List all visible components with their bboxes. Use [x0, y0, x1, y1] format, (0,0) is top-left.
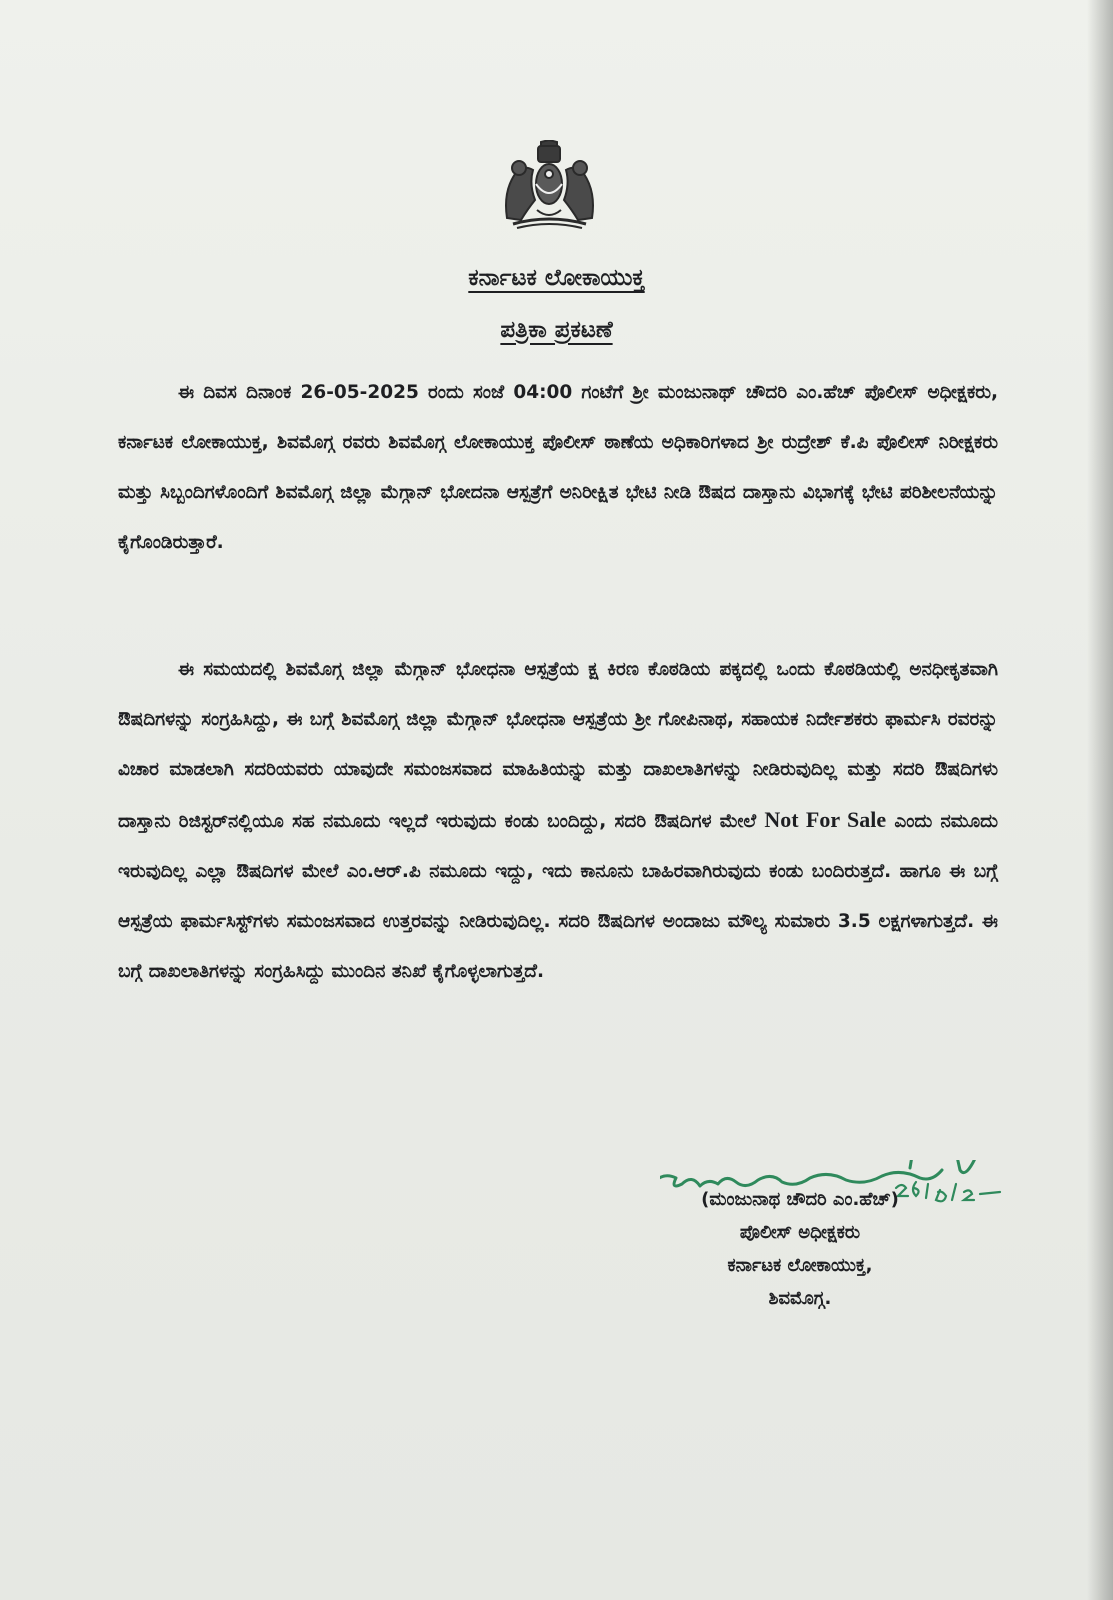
document-title: ಕರ್ನಾಟಕ ಲೋಕಾಯುಕ್ತ [468, 265, 645, 291]
signatory-designation: ಪೊಲೀಸ್ ಅಧೀಕ್ಷಕರು [739, 1222, 861, 1243]
paragraph-2-text-start: ಈ ಸಮಯದಲ್ಲಿ ಶಿವಮೊಗ್ಗ ಜಿಲ್ಲಾ ಮೆಗ್ಗಾನ್ ಭೋಧನಾ ಆಸ್ಪತ್ರೆಯ ಕ್ಷ ಕಿರಣ ಕೊಠಡಿಯ ಪಕ್ಕದಲ್ಲಿ ಒಂದು ಕೊಠಡಿಯಲ್ಲಿ ಅನಧೀಕೃತವಾಗಿ ಔಷದಿಗಳನ್ನು ಸಂಗ್ರಹಿಸಿದ್ದು, ಈ ಬಗ್ಗೆ ಶಿವಮೊಗ್ಗ ಜಿಲ್ಲಾ ಮೆಗ್ಗಾನ್ ಭೋಧನಾ ಆಸ್ಪತ್ರೆಯ ಶ್ರೀ ಗೋಪಿನಾಥ, ಸಹಾಯಕ ನಿರ್ದೇಶಕರು ಫಾರ್ಮಸಿ ರವರನ್ನು ವಿಚಾರ ಮಾಡಲಾಗಿ ಸದರಿಯವರು ಯಾವುದೇ ಸಮಂಜಸವಾದ ಮಾಹಿತಿಯನ್ನು ಮತ್ತು ದಾಖಲಾತಿಗಳನ್ನು ನೀಡಿರುವುದಿಲ್ಲ ಮತ್ತು ಸದರಿ ಔಷದಿಗಳು ದಾಸ್ತಾನು ರಿಜಿಸ್ಟರ್‌ನಲ್ಲಿಯೂ ಸಹ ನಮೂದು ಇಲ್ಲದೆ ಇರುವುದು ಕಂಡು ಬಂದಿದ್ದು, ಸದರಿ ಔಷದಿಗಳ ಮೇಲೆ [118, 659, 998, 832]
document-subtitle: ಪತ್ರಿಕಾ ಪ್ರಕಟಣೆ [500, 317, 613, 343]
paragraph-1: ಈ ದಿವಸ ದಿನಾಂಕ 26-05-2025 ರಂದು ಸಂಜೆ 04:00 ಗಂಟೆಗೆ ಶ್ರೀ ಮಂಜುನಾಥ್ ಚೌದರಿ ಎಂ.ಹೆಚ್ ಪೊಲೀಸ್ ಅಧೀಕ್ಷಕರು, ಕರ್ನಾಟಕ ಲೋಕಾಯುಕ್ತ, ಶಿವಮೊಗ್ಗ ರವರು ಶಿವಮೊಗ್ಗ ಲೋಕಾಯುಕ್ತ ಪೊಲೀಸ್ ಠಾಣೆಯ ಅಧಿಕಾರಿಗಳಾದ ಶ್ರೀ ರುದ್ರೇಶ್ ಕೆ.ಪಿ ಪೊಲೀಸ್ ನಿರೀಕ್ಷಕರು ಮತ್ತು ಸಿಬ್ಬಂದಿಗಳೊಂದಿಗೆ ಶಿವಮೊಗ್ಗ ಜಿಲ್ಲಾ ಮೆಗ್ಗಾನ್ ಭೋದನಾ ಆಸ್ಪತ್ರೆಗೆ ಅನಿರೀಕ್ಷಿತ ಭೇಟಿ ನೀಡಿ ಔಷದ ದಾಸ್ತಾನು ವಿಭಾಗಕ್ಕೆ ಭೇಟಿ ಪರಿಶೀಲನೆಯನ್ನು ಕೈಗೊಂಡಿರುತ್ತಾರೆ. [118, 382, 998, 553]
paragraph-2 [118, 645, 998, 997]
paragraph-2-text-end: ಎಂದು ನಮೂದು ಇರುವುದಿಲ್ಲ ಎಲ್ಲಾ ಔಷದಿಗಳ ಮೇಲೆ ಎಂ.ಆರ್.ಪಿ ನಮೂದು ಇದ್ದು, ಇದು ಕಾನೂನು ಬಾಹಿರವಾಗಿರುವುದು ಕಂಡು ಬಂದಿರುತ್ತದೆ. ಹಾಗೂ ಈ ಬಗ್ಗೆ ಆಸ್ಪತ್ರೆಯ ಫಾರ್ಮಸಿಸ್ಟ್‌ಗಳು ಸಮಂಜಸವಾದ ಉತ್ತರವನ್ನು ನೀಡಿರುವುದಿಲ್ಲ. ಸದರಿ ಔಷದಿಗಳ ಅಂದಾಜು ಮೌಲ್ಯ ಸುಮಾರು 3.5 ಲಕ್ಷಗಳಾಗುತ್ತದೆ. ಈ ಬಗ್ಗೆ ದಾಖಲಾತಿಗಳನ್ನು ಸಂಗ್ರಹಿಸಿದ್ದು ಮುಂದಿನ ತನಿಖೆ ಕೈಗೊಳ್ಳಲಾಗುತ್ತದೆ. [118, 811, 998, 982]
signature-block [640, 1183, 960, 1315]
state-emblem-icon [497, 140, 602, 232]
signatory-office: ಕರ್ನಾಟಕ ಲೋಕಾಯುಕ್ತ, [727, 1255, 873, 1276]
page-edge-shadow [1087, 0, 1113, 1600]
not-for-sale-phrase: Not For Sale [764, 807, 887, 832]
signatory-name: (ಮಂಜುನಾಥ ಚೌದರಿ ಎಂ.ಹೆಚ್) [701, 1189, 899, 1210]
signatory-place: ಶಿವಮೊಗ್ಗ. [768, 1288, 832, 1309]
